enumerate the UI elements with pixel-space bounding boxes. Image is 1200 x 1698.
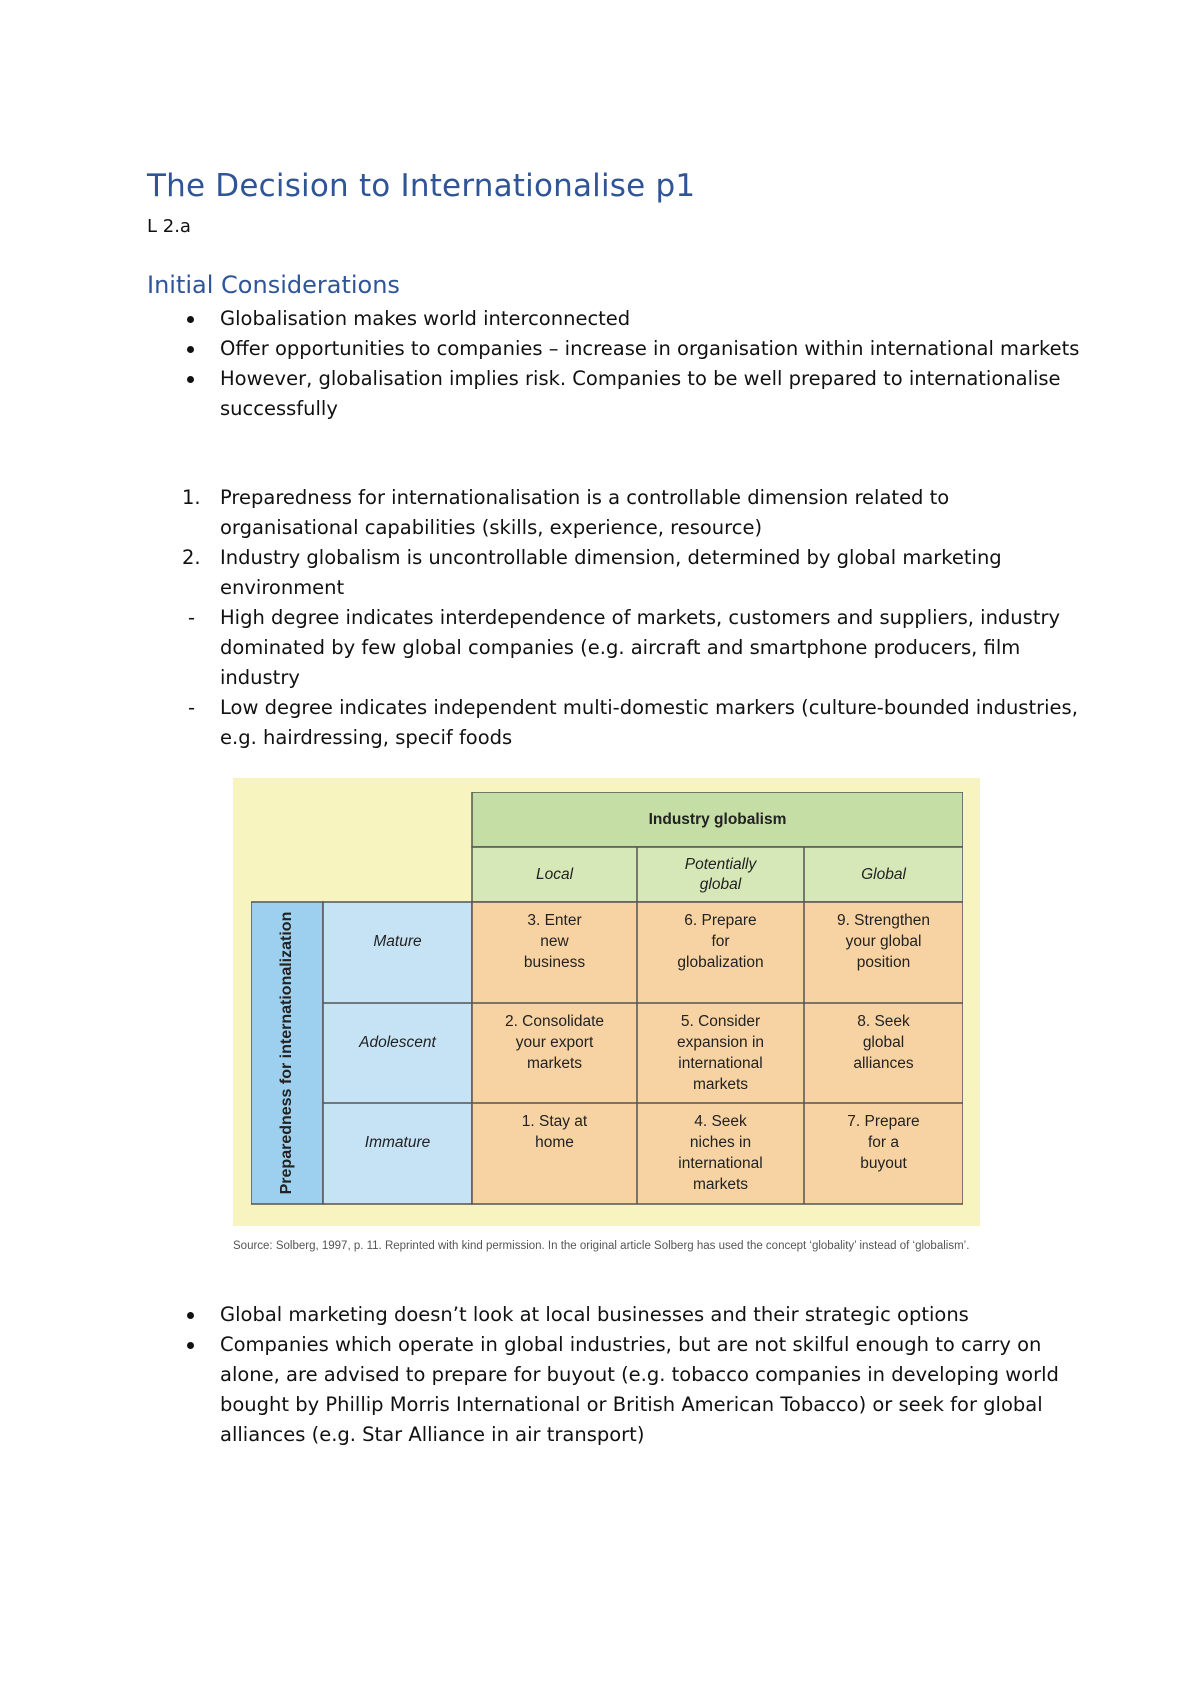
bullet-dot xyxy=(187,346,194,353)
matrix-table xyxy=(251,792,963,1212)
list-item: - Low degree indicates independent multi-domestic markers (culture-bounded industries, e.g. hairdressing, specif foods xyxy=(188,696,1078,749)
list-item: Global marketing doesn’t look at local businesses and their strategic options xyxy=(147,1300,1087,1330)
cell-prepare-for-buyout: 7. Prepare for a buyout xyxy=(847,1113,920,1172)
row-label-immature: Immature xyxy=(364,1134,431,1151)
bullet-dot xyxy=(187,316,194,323)
cell-enter-new-business: 3. Enter new business xyxy=(523,912,586,971)
figure-caption: Source: Solberg, 1997, p. 11. Reprinted with kind permission. In the original article Solberg has used the concept ‘globality’ instead of ‘globalism’. xyxy=(233,1240,970,1252)
row-axis-label: Preparedness for internationalization xyxy=(278,911,295,1195)
column-label-potentially-global: Potentially global xyxy=(684,855,757,893)
list-item: Companies which operate in global industries, but are not skilful enough to carry on alone, are advised to prepare for buyout (e.g. tobacco companies in developing world bought by Phillip Morris International or British American Tobacco) or seek for global alliances (e.g. Star Alliance in air transport) xyxy=(147,1330,1087,1450)
numbered-list xyxy=(147,483,1087,753)
section-heading: Initial Considerations xyxy=(147,271,400,299)
row-label-adolescent: Adolescent xyxy=(359,1034,436,1051)
column-label-global: Global xyxy=(861,866,906,883)
cell-consider-expansion: 5. Consider expansion in international markets xyxy=(676,1013,765,1093)
cell-prepare-for-globalization: 6. Prepare for globalization xyxy=(677,912,764,971)
list-item: - High degree indicates interdependence of markets, customers and suppliers, industry dominated by few global companies (e.g. aircraft and smartphone producers, film industry xyxy=(188,606,1061,689)
page-title: The Decision to Internationalise p1 xyxy=(147,168,696,204)
list-item: However, globalisation implies risk. Companies to be well prepared to internationalise successfully xyxy=(147,364,1087,424)
bullet-list-bottom xyxy=(147,1300,1087,1450)
cell-seek-global-alliances: 8. Seek global alliances xyxy=(853,1013,914,1072)
cell-stay-at-home: 1. Stay at home xyxy=(521,1113,588,1151)
bullet-dot xyxy=(187,376,194,383)
cell-strengthen-global-position: 9. Strengthen your global position xyxy=(836,912,931,971)
row-label-mature: Mature xyxy=(373,933,422,950)
list-item: 2. Industry globalism is uncontrollable dimension, determined by global marketing environment xyxy=(182,546,1002,599)
list-item: Offer opportunities to companies – increase in organisation within international markets xyxy=(147,334,1087,364)
list-item: Globalisation makes world interconnected xyxy=(147,304,1087,334)
column-label-local: Local xyxy=(535,866,574,883)
bullet-dot xyxy=(187,1312,194,1319)
page-subtitle: L 2.a xyxy=(147,216,191,237)
industry-globalism-header: Industry globalism xyxy=(648,811,787,828)
list-item: 1. Preparedness for internationalisation is a controllable dimension related to organisational capabilities (skills, experience, resource) xyxy=(182,486,950,539)
bullet-dot xyxy=(187,1342,194,1349)
cell-seek-niches: 4. Seek niches in international markets xyxy=(678,1113,763,1193)
cell-consolidate-export-markets: 2. Consolidate your export markets xyxy=(504,1013,605,1072)
globalism-preparedness-matrix xyxy=(233,778,980,1226)
bullet-list-top xyxy=(147,304,1087,424)
